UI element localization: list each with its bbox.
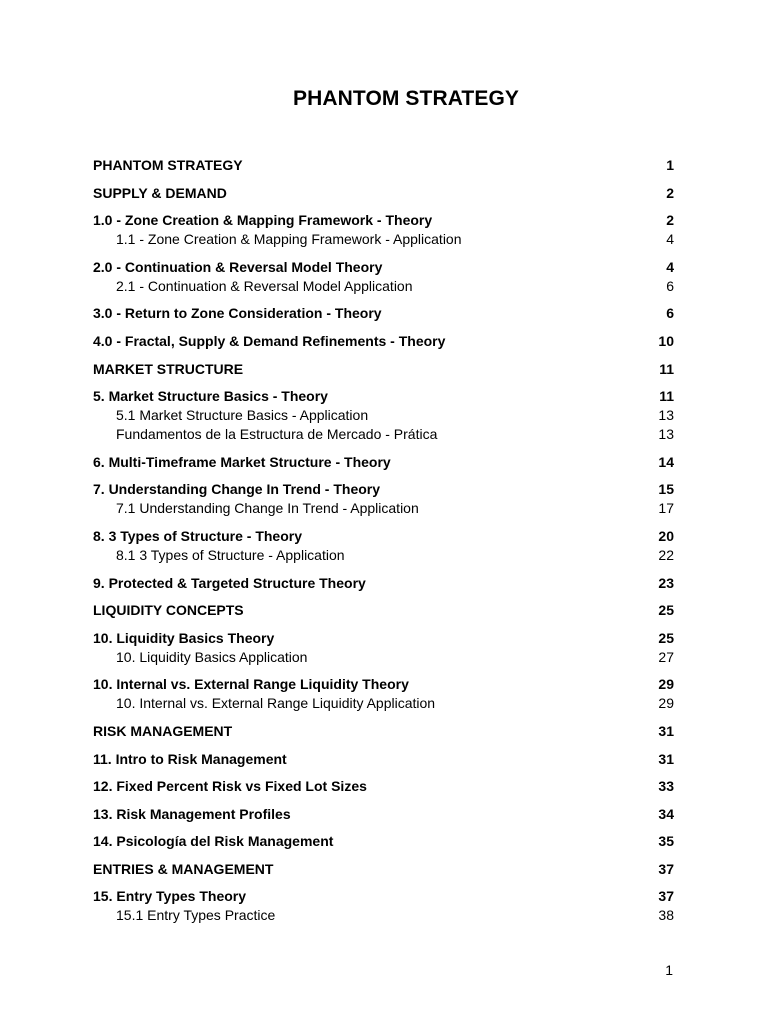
toc-group <box>93 574 674 593</box>
toc-subentry-label: 2.1 - Continuation & Reversal Model Application <box>116 277 413 294</box>
toc-entry-page: 34 <box>658 805 674 822</box>
toc-entry-page: 1 <box>666 157 674 173</box>
toc-entry[interactable] <box>93 860 674 879</box>
toc-subentry-page: 13 <box>658 407 674 424</box>
toc-subentry-page: 38 <box>658 907 674 924</box>
toc-entry-label: 15. Entry Types Theory <box>93 888 247 905</box>
toc-group <box>93 629 674 667</box>
toc-entry-page: 20 <box>658 527 674 544</box>
toc-entry[interactable] <box>93 156 674 175</box>
toc-entry[interactable] <box>93 777 674 796</box>
toc-subentry-label: 7.1 Understanding Change In Trend - Application <box>116 500 419 517</box>
toc-group <box>93 387 674 444</box>
toc-subentry-page: 6 <box>666 277 674 294</box>
toc-entry-label: 1.0 - Zone Creation & Mapping Framework - Theory <box>93 212 433 229</box>
toc-entry-label: 10. Liquidity Basics Theory <box>93 629 275 646</box>
toc-entry-page: 37 <box>658 888 674 905</box>
toc-entry-page: 14 <box>658 453 674 470</box>
document-title: PHANTOM STRATEGY <box>293 87 519 110</box>
toc-entry-label: SUPPLY & DEMAND <box>93 184 227 201</box>
toc-group <box>93 675 674 713</box>
toc-subentry-page: 27 <box>658 648 674 665</box>
toc-entry-label: PHANTOM STRATEGY <box>93 157 243 173</box>
toc-entry-page: 11 <box>659 360 674 377</box>
toc-subentry[interactable] <box>93 648 674 667</box>
toc-entry-label: 12. Fixed Percent Risk vs Fixed Lot Sizes <box>93 778 367 795</box>
toc-group <box>93 156 674 175</box>
toc-entry[interactable] <box>93 332 674 351</box>
toc-entry[interactable] <box>93 304 674 323</box>
toc-group <box>93 777 674 796</box>
toc-entry[interactable] <box>93 387 674 406</box>
toc-entry-label: 6. Multi-Timeframe Market Structure - Theory <box>93 453 391 470</box>
toc-entry-label: MARKET STRUCTURE <box>93 360 244 377</box>
toc-entry[interactable] <box>93 750 674 769</box>
toc-subentry-label: Fundamentos de la Estructura de Mercado - Prática <box>116 426 438 443</box>
toc-entry-page: 35 <box>658 833 674 850</box>
toc-entry-label: RISK MANAGEMENT <box>93 722 233 739</box>
toc-entry-label: 14. Psicología del Risk Management <box>93 833 334 850</box>
toc-subentry-label: 1.1 - Zone Creation & Mapping Framework - Application <box>116 231 462 248</box>
toc-subentry[interactable] <box>93 694 674 713</box>
toc-group <box>93 332 674 351</box>
toc-subentry-label: 8.1 3 Types of Structure - Application <box>116 546 345 563</box>
toc-subentry-page: 17 <box>658 500 674 517</box>
toc-entry[interactable] <box>93 629 674 648</box>
toc-entry[interactable] <box>93 887 674 906</box>
toc-entry[interactable] <box>93 184 674 203</box>
toc-entry-label: 5. Market Structure Basics - Theory <box>93 388 328 405</box>
toc-group <box>93 184 674 203</box>
toc-entry-page: 10 <box>658 332 674 349</box>
toc-entry-page: 15 <box>658 481 674 498</box>
toc-subentry[interactable] <box>93 425 674 444</box>
toc-entry-label: 8. 3 Types of Structure - Theory <box>93 527 303 544</box>
toc-group <box>93 304 674 323</box>
toc-entry-page: 25 <box>658 629 674 646</box>
toc-group <box>93 360 674 379</box>
toc-entry-label: 4.0 - Fractal, Supply & Demand Refinements - Theory <box>93 332 446 349</box>
toc-entry-page: 25 <box>658 602 674 619</box>
toc-entry[interactable] <box>93 453 674 472</box>
toc-entry-page: 31 <box>658 750 674 767</box>
toc-entry[interactable] <box>93 211 674 230</box>
toc-group <box>93 211 674 249</box>
toc-group <box>93 832 674 851</box>
toc-subentry[interactable] <box>93 906 674 925</box>
toc-entry[interactable] <box>93 258 674 277</box>
toc-entry[interactable] <box>93 675 674 694</box>
toc-entry-page: 2 <box>666 184 674 201</box>
toc-group <box>93 722 674 741</box>
toc-entry[interactable] <box>93 722 674 741</box>
toc-entry-page: 2 <box>666 212 674 229</box>
toc-entry-label: 7. Understanding Change In Trend - Theory <box>93 481 381 498</box>
toc-entry-page: 11 <box>659 388 674 405</box>
toc-entry[interactable] <box>93 480 674 499</box>
toc-subentry[interactable] <box>93 499 674 518</box>
toc-entry-label: LIQUIDITY CONCEPTS <box>93 602 244 619</box>
toc-subentry[interactable] <box>93 277 674 296</box>
toc-entry-label: 13. Risk Management Profiles <box>93 805 291 822</box>
toc-entry-label: 11. Intro to Risk Management <box>93 750 287 767</box>
table-of-contents <box>93 156 674 934</box>
toc-group <box>93 887 674 925</box>
toc-subentry[interactable] <box>93 230 674 249</box>
toc-group <box>93 480 674 518</box>
toc-group <box>93 453 674 472</box>
toc-entry-label: ENTRIES & MANAGEMENT <box>93 860 274 877</box>
toc-entry-label: 9. Protected & Targeted Structure Theory <box>93 574 366 591</box>
toc-entry-label: 3.0 - Return to Zone Consideration - Theory <box>93 305 382 322</box>
toc-subentry-page: 4 <box>666 231 674 248</box>
page-number: 1 <box>665 962 673 978</box>
toc-entry-label: 10. Internal vs. External Range Liquidity Theory <box>93 676 409 693</box>
toc-entry-page: 6 <box>666 305 674 322</box>
toc-subentry-page: 22 <box>658 546 674 563</box>
toc-entry[interactable] <box>93 360 674 379</box>
toc-entry-page: 29 <box>658 676 674 693</box>
toc-group <box>93 527 674 565</box>
toc-entry-label: 2.0 - Continuation & Reversal Model Theory <box>93 258 383 275</box>
toc-subentry-page: 13 <box>658 426 674 443</box>
toc-entry[interactable] <box>93 601 674 620</box>
toc-entry[interactable] <box>93 527 674 546</box>
toc-entry[interactable] <box>93 832 674 851</box>
toc-subentry[interactable] <box>93 406 674 425</box>
toc-subentry[interactable] <box>93 546 674 565</box>
toc-subentry-label: 5.1 Market Structure Basics - Application <box>116 407 369 424</box>
toc-group <box>93 750 674 769</box>
toc-entry-page: 31 <box>658 722 674 739</box>
toc-entry-page: 23 <box>658 574 674 591</box>
toc-subentry-label: 15.1 Entry Types Practice <box>116 907 276 924</box>
toc-group <box>93 805 674 824</box>
toc-entry[interactable] <box>93 805 674 824</box>
toc-group <box>93 258 674 296</box>
toc-entry[interactable] <box>93 574 674 593</box>
toc-subentry-page: 29 <box>658 695 674 712</box>
toc-entry-page: 4 <box>666 258 674 275</box>
toc-subentry-label: 10. Internal vs. External Range Liquidity Application <box>116 695 436 712</box>
toc-entry-page: 37 <box>658 860 674 877</box>
toc-entry-page: 33 <box>658 778 674 795</box>
toc-group <box>93 601 674 620</box>
toc-subentry-label: 10. Liquidity Basics Application <box>116 648 308 665</box>
toc-group <box>93 860 674 879</box>
